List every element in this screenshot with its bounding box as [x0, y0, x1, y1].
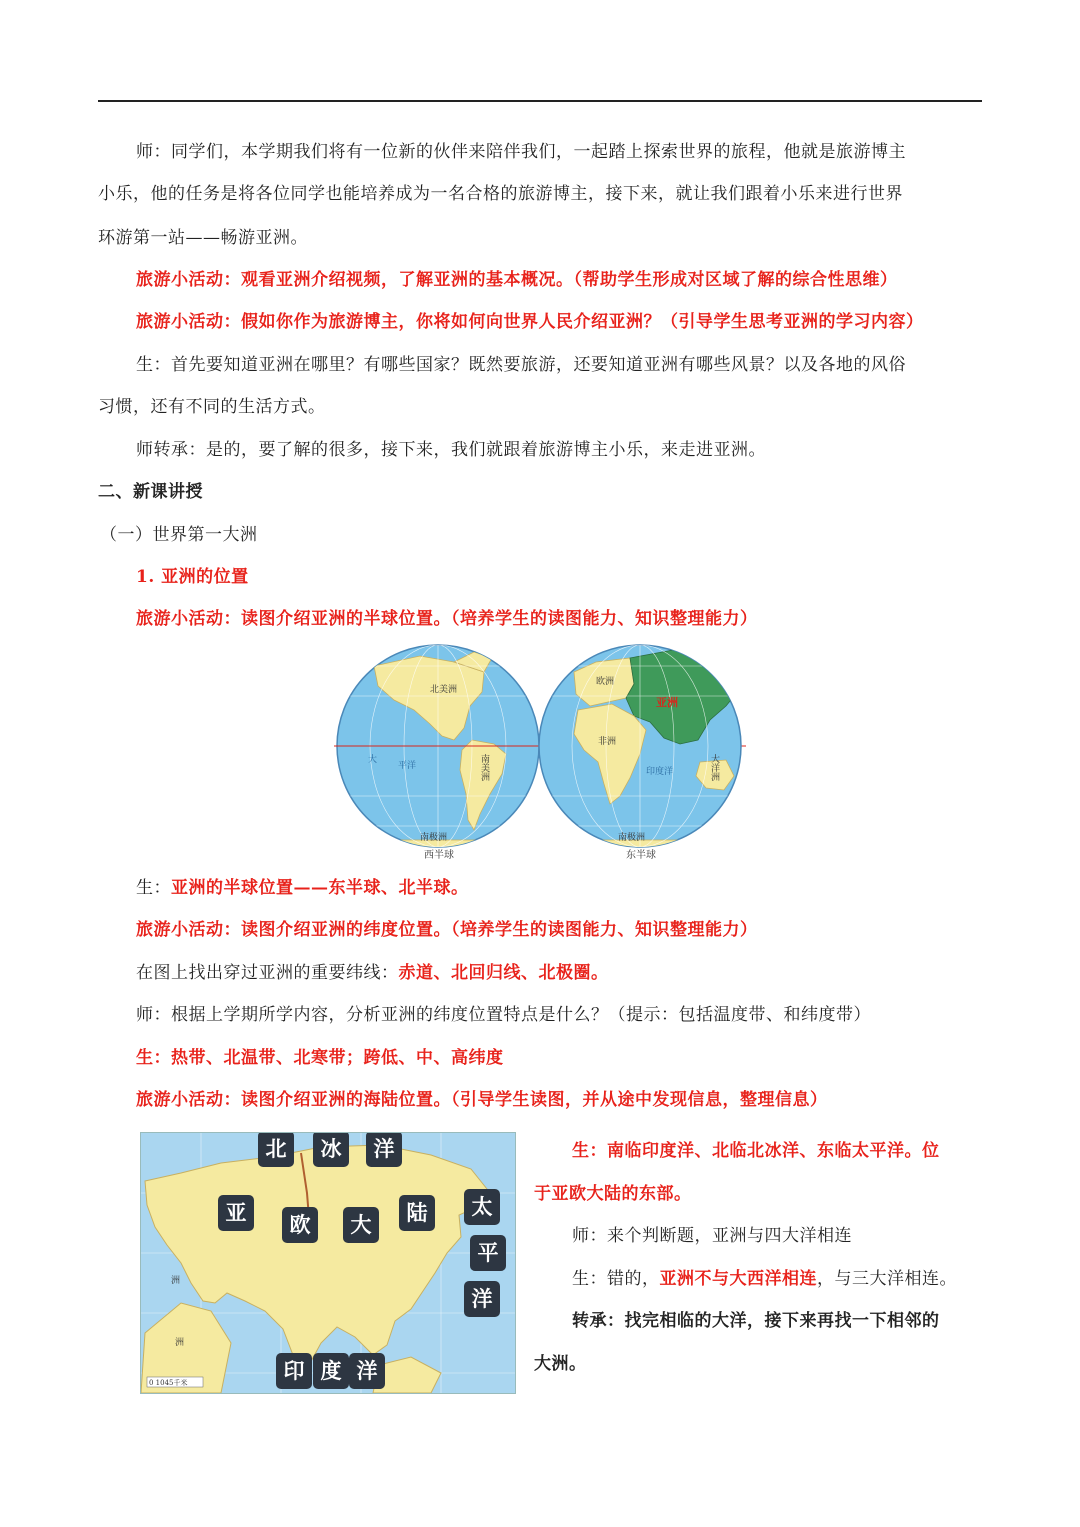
student-latitude-answer: 生：热带、北温带、北寒带；跨低、中、高纬度: [136, 1048, 504, 1068]
east-caption: 东半球: [626, 850, 656, 861]
find-latitudes: [98, 961, 982, 985]
side-answer-line1: 生：南临印度洋、北临北冰洋、东临太平洋。位: [572, 1141, 940, 1161]
east-label-antarctica: 南极洲: [618, 833, 646, 843]
teacher-intro-line2: 小乐，他的任务是将各位同学也能培养成为一名合格的旅游博主，接下来，就让我们跟着小乐来进行世界: [98, 184, 903, 204]
label-ping: 平: [470, 1235, 506, 1271]
header-rule: [98, 100, 982, 102]
east-label-oceania: 大洋洲: [709, 754, 719, 781]
activity-sea-land: 旅游小活动：读图介绍亚洲的海陆位置。（引导学生读图，并从途中发现信息，整理信息）: [136, 1090, 828, 1110]
side-transition-line2: 大洲。: [534, 1354, 587, 1374]
label-lu: 陆: [399, 1195, 435, 1231]
topic-heading: 1. 亚洲的位置: [136, 567, 249, 587]
west-caption: 西半球: [424, 850, 454, 861]
label-ou: 欧: [282, 1207, 318, 1243]
label-da: 大: [343, 1207, 379, 1243]
label-yin: 印: [276, 1353, 312, 1389]
label-yang-north: 洋: [366, 1132, 402, 1167]
label-ya: 亚: [218, 1195, 254, 1231]
side-answer-prefix: 生：错的，: [572, 1269, 660, 1289]
teacher-intro-line1: 师：同学们，本学期我们将有一位新的伙伴来陪伴我们，一起踏上探索世界的旅程，他就是旅游博主: [136, 142, 906, 162]
label-yang-pacific: 洋: [464, 1281, 500, 1317]
west-label-namerica: 北美洲: [430, 685, 458, 695]
student-prefix: 生：: [136, 878, 171, 898]
asia-map: [140, 1132, 516, 1394]
activity-video: 旅游小活动：观看亚洲介绍视频，了解亚洲的基本概况。（帮助学生形成对区域了解的综合性思维）: [136, 270, 898, 290]
find-prefix: 在图上找出穿过亚洲的重要纬线：: [136, 963, 399, 983]
student-hemisphere-answer: [98, 876, 982, 900]
west-label-antarctica: 南极洲: [420, 833, 448, 843]
label-tai: 太: [464, 1189, 500, 1225]
map-small-label-1: 洲: [171, 1276, 181, 1286]
side-answer-red: 亚洲不与大西洋相连: [659, 1269, 817, 1289]
east-label-indian-ocean: 印度洋: [646, 767, 674, 777]
map-small-label-2: 洲: [175, 1338, 185, 1348]
west-label-ocean1: 大: [368, 755, 378, 765]
teacher-intro-line3: 环游第一站——畅游亚洲。: [98, 228, 308, 248]
east-label-asia: 亚洲: [656, 696, 678, 709]
find-red: 赤道、北回归线、北极圈。: [398, 963, 609, 983]
teacher-transition: 师转承：是的，要了解的很多，接下来，我们就跟着旅游博主小乐，来走进亚洲。: [136, 440, 766, 460]
subsection-heading: （一）世界第一大洲: [100, 525, 258, 545]
scale-text: 0 1045千米: [149, 1379, 188, 1387]
activity-hemisphere: 旅游小活动：读图介绍亚洲的半球位置。（培养学生的读图能力、知识整理能力）: [136, 609, 758, 629]
side-answer-line2: 于亚欧大陆的东部。: [534, 1184, 692, 1204]
section-heading: 二、新课讲授: [98, 482, 203, 502]
student-answer-line1: 生：首先要知道亚洲在哪里？有哪些国家？既然要旅游，还要知道亚洲有哪些风景？以及各地的风俗: [136, 355, 906, 375]
label-du: 度: [313, 1353, 349, 1389]
side-teacher-question: 师：来个判断题，亚洲与四大洋相连: [572, 1226, 852, 1246]
label-yang-indian: 洋: [349, 1353, 385, 1389]
hemisphere-map: [334, 644, 746, 866]
hemisphere-svg: [334, 644, 746, 866]
side-transition-line1: 转承：找完相临的大洋，接下来再找一下相邻的: [572, 1311, 940, 1331]
west-label-samerica: 南美洲: [479, 754, 489, 781]
side-answer-suffix: ，与三大洋相连。: [817, 1269, 957, 1289]
student-hemisphere-red: 亚洲的半球位置——东半球、北半球。: [171, 878, 469, 898]
east-label-africa: 非洲: [598, 737, 617, 747]
side-student-answer: [534, 1267, 982, 1291]
west-label-ocean2: 平洋: [398, 761, 417, 771]
activity-latitude: 旅游小活动：读图介绍亚洲的纬度位置。（培养学生的读图能力、知识整理能力）: [136, 920, 758, 940]
teacher-latitude-question: 师：根据上学期所学内容，分析亚洲的纬度位置特点是什么？（提示：包括温度带、和纬度带）: [136, 1005, 871, 1025]
label-bing: 冰: [313, 1132, 349, 1167]
east-label-europe: 欧洲: [596, 677, 615, 687]
student-answer-line2: 习惯，还有不同的生活方式。: [98, 397, 326, 417]
activity-introduce: 旅游小活动：假如你作为旅游博主，你将如何向世界人民介绍亚洲？（引导学生思考亚洲的学习内容）: [136, 312, 924, 332]
label-bei: 北: [258, 1132, 294, 1167]
